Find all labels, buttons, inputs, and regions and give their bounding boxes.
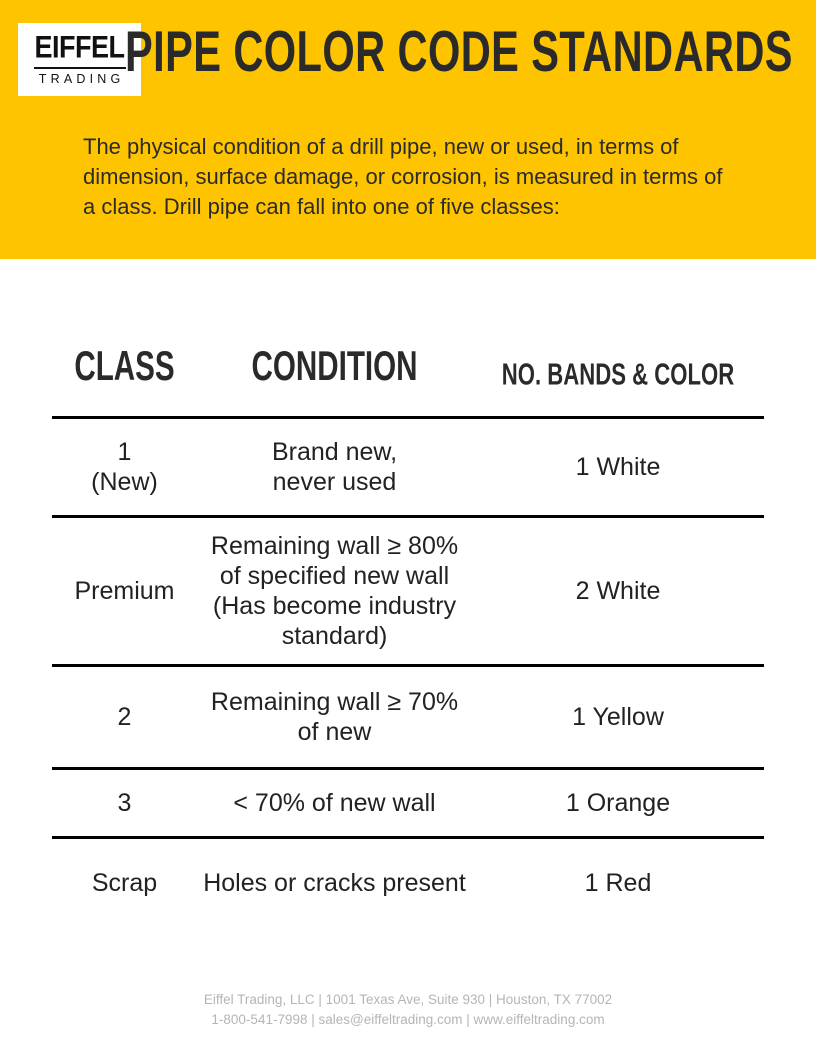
pipe-class-table (52, 286, 764, 927)
table-row (52, 839, 764, 927)
table-row (52, 518, 764, 664)
row-condition-line2: of specified new wall (219, 562, 450, 590)
row-condition-cell (197, 437, 472, 497)
footer-address-line: Eiffel Trading, LLC | 1001 Texas Ave, Suite 930 | Houston, TX 77002 (203, 992, 613, 1007)
row-bands-cell: 2 White (575, 577, 661, 605)
row-bands-cell: 1 Red (584, 869, 652, 897)
row-condition-line1: Holes or cracks present (203, 869, 466, 897)
logo-primary-text: EIFFEL (34, 28, 125, 65)
header-band (0, 0, 816, 259)
row-condition-cell (197, 788, 472, 818)
table-row (52, 419, 764, 515)
table-header-row (52, 286, 764, 416)
table-row (52, 770, 764, 836)
row-class-cell (52, 576, 197, 606)
row-condition-cell (197, 687, 472, 747)
row-class-line1: Scrap (91, 869, 158, 897)
page-title: PIPE COLOR CODE STANDARDS (125, 20, 793, 84)
row-condition-line2: never used (272, 468, 397, 496)
column-header-class: CLASS (74, 342, 175, 389)
column-header-bands-color (498, 356, 737, 420)
row-class-cell (52, 702, 197, 732)
row-condition-line2: of new (297, 718, 372, 746)
row-condition-line4: standard) (281, 622, 388, 650)
row-bands-cell: 1 Orange (565, 789, 671, 817)
row-condition-line1: Brand new, (271, 438, 398, 466)
row-condition-line3: (Has become industry (212, 592, 457, 620)
row-bands-cell: 1 Yellow (572, 703, 664, 731)
table-row (52, 667, 764, 767)
intro-paragraph: The physical condition of a drill pipe, new or used, in terms of dimension, surface damage, or corrosion, is measured in terms of a class. Drill pipe can fall into one of five classes: (83, 134, 723, 219)
column-header-condition: CONDITION (251, 342, 418, 389)
column-header-bands-line1: NO. BANDS (501, 357, 626, 392)
row-class-cell (52, 788, 197, 818)
footer (0, 990, 816, 1030)
row-condition-line1: < 70% of new wall (233, 789, 436, 817)
row-class-line1: 1 (117, 438, 132, 466)
row-condition-line1: Remaining wall ≥ 80% (210, 532, 459, 560)
eiffel-trading-logo[interactable] (18, 23, 141, 96)
row-condition-cell (197, 531, 472, 651)
row-class-line2: (New) (91, 468, 158, 496)
row-condition-line1: Remaining wall ≥ 70% (210, 688, 459, 716)
row-class-cell (52, 437, 197, 497)
row-class-cell (52, 868, 197, 898)
row-class-line1: Premium (74, 577, 175, 605)
row-class-line1: 2 (117, 703, 132, 731)
row-condition-cell (197, 868, 472, 898)
column-header-bands-line2: & COLOR (632, 357, 735, 392)
logo-divider-rule (34, 67, 126, 69)
row-class-line1: 3 (117, 789, 132, 817)
row-bands-cell: 1 White (575, 453, 661, 481)
footer-contact-line: 1-800-541-7998 | sales@eiffeltrading.com | www.eiffeltrading.com (211, 1012, 605, 1027)
logo-secondary-text: TRADING (38, 71, 125, 86)
